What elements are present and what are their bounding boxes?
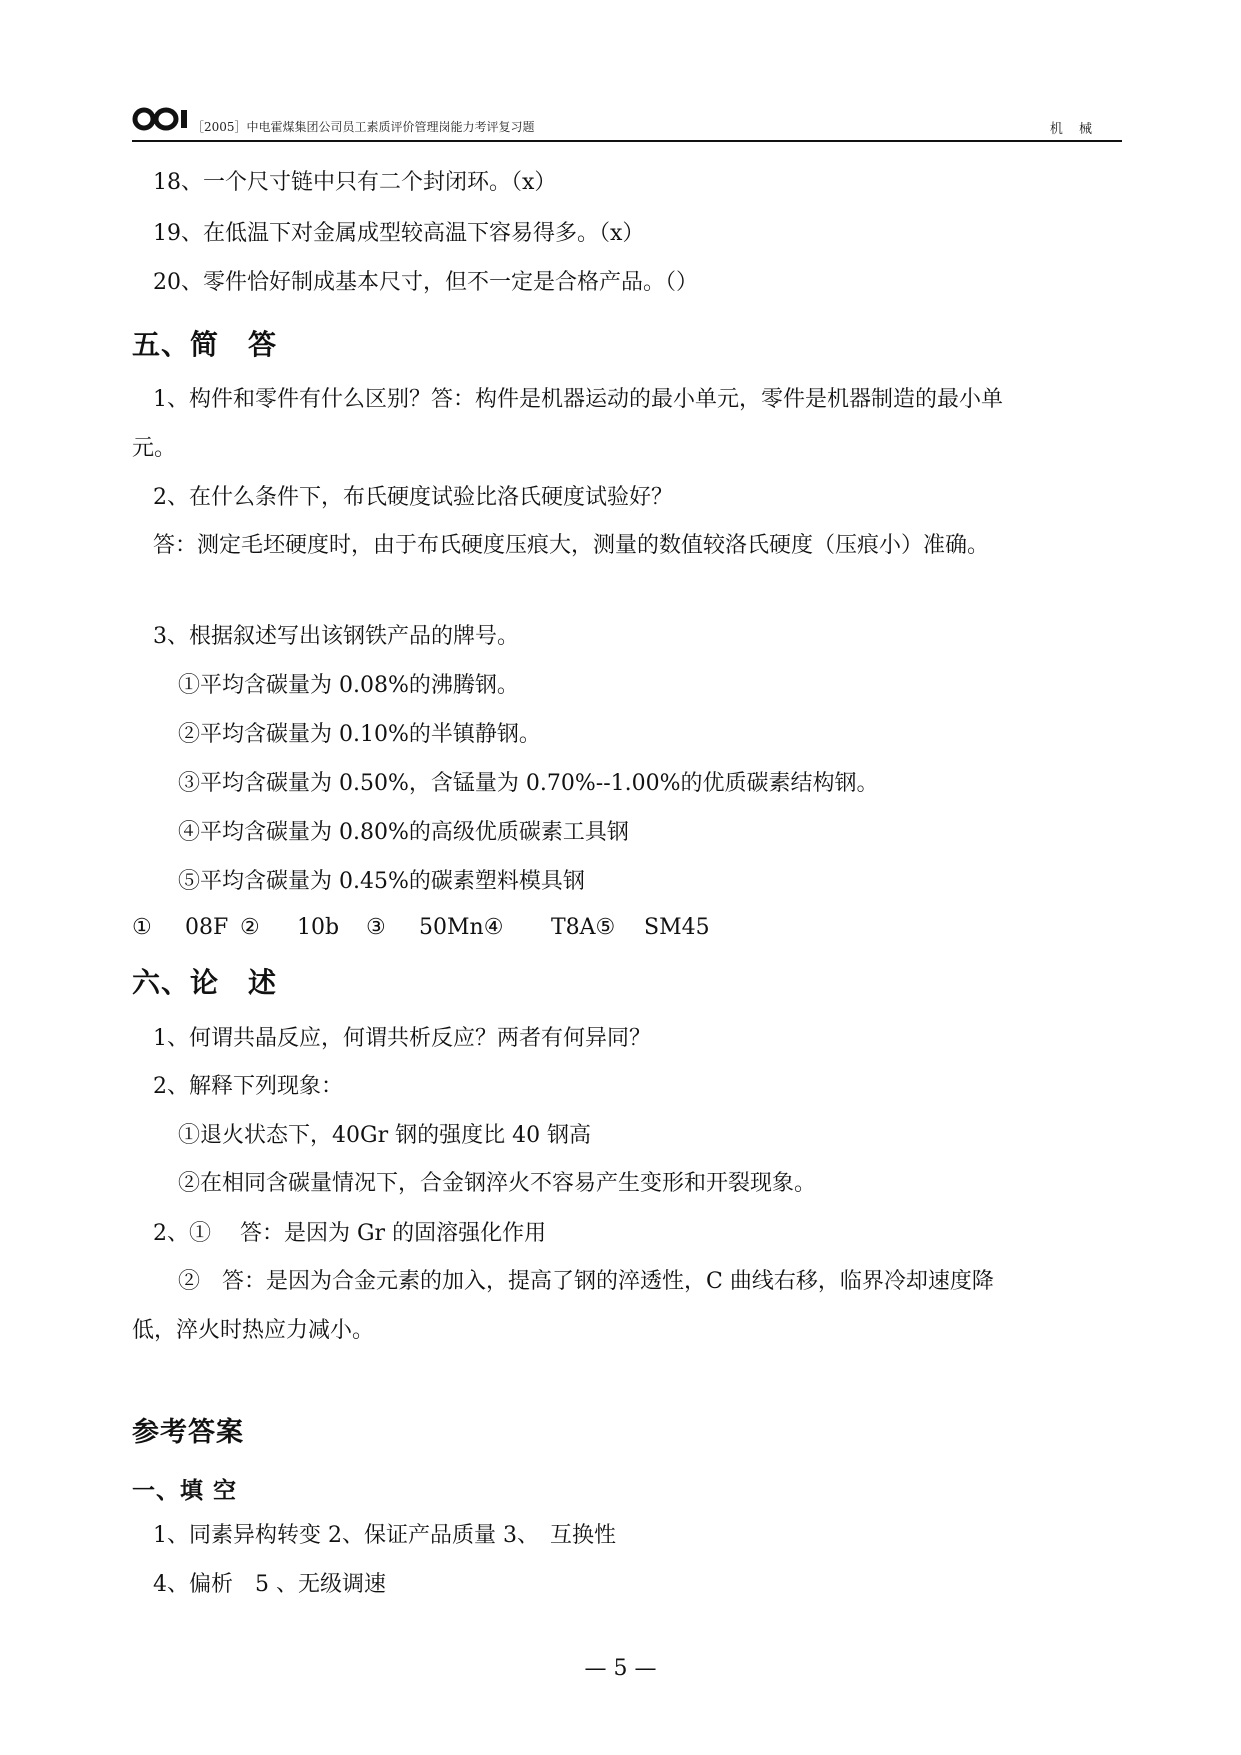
s6-q1: 1、何谓共晶反应，何谓共析反应？两者有何异同？ — [153, 1026, 651, 1051]
s5-q3: 3、根据叙述写出该钢铁产品的牌号。 — [153, 624, 519, 649]
judgement-19: 19、在低温下对金属成型较高温下容易得多。（x） — [153, 221, 645, 246]
s5-q2: 2、在什么条件下，布氏硬度试验比洛氏硬度试验好？ — [153, 485, 673, 510]
answer-value-1: 08F — [185, 915, 229, 940]
answer-value-4: T8A⑤ — [551, 915, 616, 940]
answer-value-2: 10b — [297, 915, 340, 940]
reference-line-1: 1、同素异构转变 2、保证产品质量 3、 互换性 — [153, 1523, 616, 1548]
s5-q3-item-1: ①平均含碳量为 0.08%的沸腾钢。 — [178, 673, 519, 698]
s6-q2-item-2: ②在相同含碳量情况下，合金钢淬火不容易产生变形和开裂现象。 — [178, 1171, 817, 1196]
s5-q2-answer: 答：测定毛坯硬度时，由于布氏硬度压痕大，测量的数值较洛氏硬度（压痕小）准确。 — [153, 533, 990, 558]
answer-value-5: SM45 — [644, 915, 710, 940]
section6-heading: 六、论 述 — [132, 966, 278, 999]
answer-mark-3: ③ — [366, 915, 386, 940]
s6-q2: 2、解释下列现象： — [153, 1074, 343, 1099]
page-header — [132, 104, 1122, 142]
answer-mark-2: ② — [240, 915, 260, 940]
header-subject: 机 械 — [1049, 122, 1098, 137]
judgement-18: 18、一个尺寸链中只有二个封闭环。（x） — [153, 170, 557, 195]
reference-subheading: 一、填 空 — [132, 1478, 238, 1504]
s5-q3-item-5: ⑤平均含碳量为 0.45%的碳素塑料模具钢 — [178, 869, 585, 894]
page-number: — 5 — — [584, 1656, 657, 1681]
s5-q3-item-3: ③平均含碳量为 0.50%，含锰量为 0.70%--1.00%的优质碳素结构钢。 — [178, 771, 879, 796]
answer-value-3: 50Mn④ — [419, 915, 504, 940]
s5-q3-item-2: ②平均含碳量为 0.10%的半镇静钢。 — [178, 722, 541, 747]
s5-q1-line1: 1、构件和零件有什么区别？答：构件是机器运动的最小单元，零件是机器制造的最小单 — [153, 387, 1003, 412]
s6-answer-2-line1: ② 答：是因为合金元素的加入，提高了钢的淬透性，C 曲线右移，临界冷却速度降 — [178, 1269, 994, 1294]
header-title: ［2005］中电霍煤集团公司员工素质评价管理岗能力考评复习题 — [192, 120, 535, 134]
judgement-20: 20、零件恰好制成基本尺寸，但不一定是合格产品。（） — [153, 270, 698, 295]
answer-mark-1: ① — [132, 915, 152, 940]
s6-q2-item-1: ①退火状态下，40Gr 钢的强度比 40 钢高 — [178, 1123, 592, 1148]
reference-line-2: 4、偏析 5 、无级调速 — [153, 1572, 386, 1597]
s6-answer-1: 2、① 答：是因为 Gr 的固溶强化作用 — [153, 1221, 547, 1246]
section5-heading: 五、简 答 — [132, 328, 278, 361]
s5-q3-item-4: ④平均含碳量为 0.80%的高级优质碳素工具钢 — [178, 820, 629, 845]
s6-answer-2-line2: 低，淬火时热应力减小。 — [132, 1318, 375, 1343]
s5-q1-line2: 元。 — [132, 436, 177, 461]
reference-heading: 参考答案 — [132, 1417, 244, 1448]
s5-q3-answers — [132, 915, 710, 940]
